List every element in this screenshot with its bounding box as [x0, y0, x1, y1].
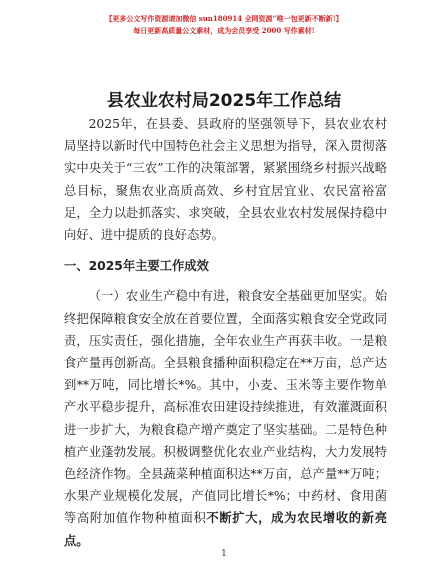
promo-banner — [0, 14, 448, 36]
section-paragraph-bold-tail: 不断扩大，成为农民增收的新亮点。 — [64, 511, 387, 548]
document-title: 县农业农村局2025年工作总结 — [106, 91, 342, 111]
promo-banner-line-2: 每日更新高质量公文素材，成为会员享受 2000 写作素材! — [133, 26, 315, 35]
page-number: 1 — [221, 549, 227, 559]
section-heading: 一、2025年主要工作成效 — [64, 259, 209, 274]
section-paragraph — [64, 285, 387, 551]
intro-paragraph: 2025年，在县委、县政府的坚强领导下，县农业农村局坚持以新时代中国特色社会主义思想为指导，深入贯彻落实中央关于“三农”工作的决策部署，紧紧围绕乡村振兴战略总目标，聚焦农业高质高效、乡村宜居宜业、农民富裕富足，全力以赴抓落实、求突破，全县农业农村发展保持稳中向好、进中提质的良好态势。 — [64, 117, 387, 243]
promo-banner-line-1: 【更多公文写作资源请加微信 sun180914 全网资源“唯一包更新不断新!】 — [105, 14, 343, 23]
document-body — [64, 113, 387, 552]
section-paragraph-text: （一）农业生产稳中有进，粮食安全基础更加坚实。始终把保障粮食安全放在首要位置，全面落实粮食安全党政同责，压实责任，强化措施，全年农业生产再获丰收。一是粮食产量再创新高。全县粮食播种面积稳定在**万亩，总产达到**万吨，同比增长*%。其中，小麦、玉米等主要作物单产水平稳步提升，高标准农田建设持续推进，有效灌溉面积进一步扩大，为粮食稳产增产奠定了坚实基础。二是特色种植产业蓬勃发展。积极调整优化农业产业结构，大力发展特色经济作物。全县蔬菜种植面积达**万亩，总产量**万吨；水果产业规模化发展，产值同比增长*%；中药材、食用菌等高附加值作物种植面积 — [64, 289, 387, 526]
